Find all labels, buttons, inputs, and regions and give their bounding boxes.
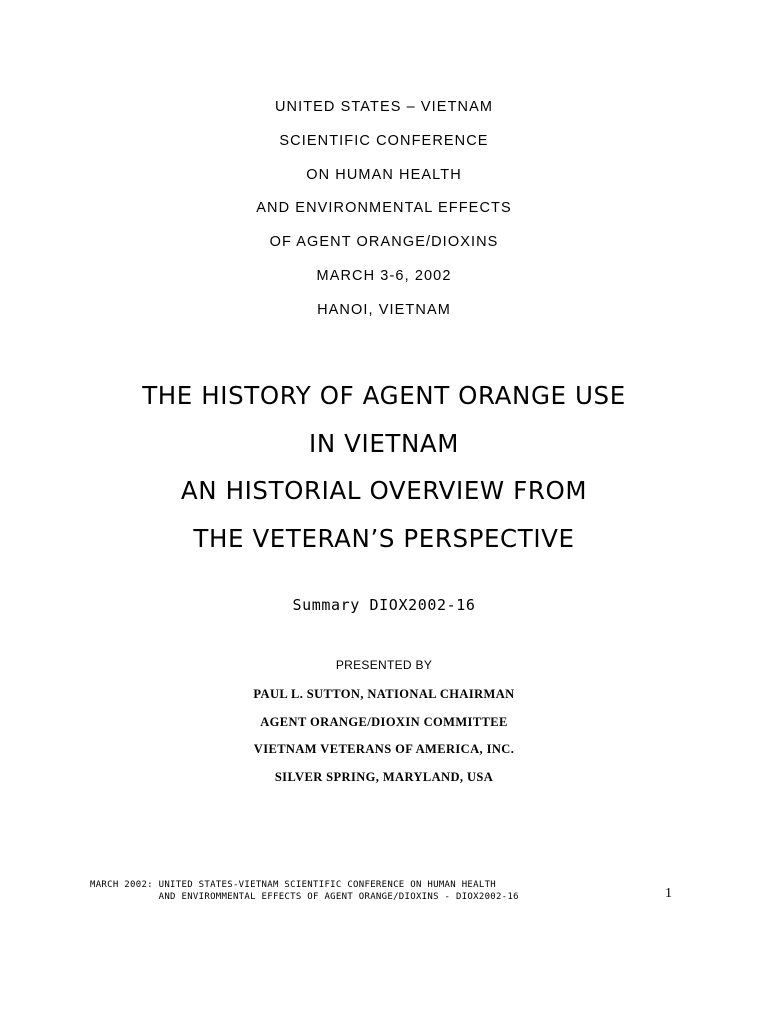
- footer-line: AND ENVIROMMENTAL EFFECTS OF AGENT ORANGE/DIOXINS - DIOX2002-16: [90, 891, 519, 902]
- presented-by-label: PRESENTED BY: [335, 658, 433, 672]
- title-line: IN VIETNAM: [309, 428, 459, 458]
- conference-location: HANOI, VIETNAM: [317, 301, 451, 318]
- title-line: THE VETERAN’S PERSPECTIVE: [193, 523, 575, 553]
- presenter-committee: AGENT ORANGE/DIOXIN COMMITTEE: [260, 714, 508, 729]
- page-number: 1: [665, 886, 672, 901]
- presenter-name: PAUL L. SUTTON, NATIONAL CHAIRMAN: [253, 687, 515, 701]
- presenter-organization: VIETNAM VETERANS OF AMERICA, INC.: [253, 742, 515, 756]
- presenter-location: SILVER SPRING, MARYLAND, USA: [274, 769, 494, 784]
- conference-line: AND ENVIRONMENTAL EFFECTS: [256, 200, 512, 217]
- page-footer: [90, 880, 519, 903]
- title-line: AN HISTORIAL OVERVIEW FROM: [180, 476, 588, 505]
- conference-heading: [0, 96, 768, 333]
- conference-date: MARCH 3-6, 2002: [316, 267, 452, 284]
- conference-line: OF AGENT ORANGE/DIOXINS: [269, 234, 499, 251]
- presenter-info: [0, 684, 768, 794]
- conference-line: ON HUMAN HEALTH: [306, 166, 462, 183]
- title-line: THE HISTORY OF AGENT ORANGE USE: [142, 381, 626, 410]
- footer-line: MARCH 2002: UNITED STATES-VIETNAM SCIENTIFIC CONFERENCE ON HUMAN HEALTH: [90, 880, 497, 890]
- summary-id: Summary DIOX2002-16: [292, 596, 476, 614]
- conference-line: UNITED STATES – VIETNAM: [274, 99, 494, 115]
- document-title: [0, 376, 768, 566]
- conference-line: SCIENTIFIC CONFERENCE: [279, 132, 489, 149]
